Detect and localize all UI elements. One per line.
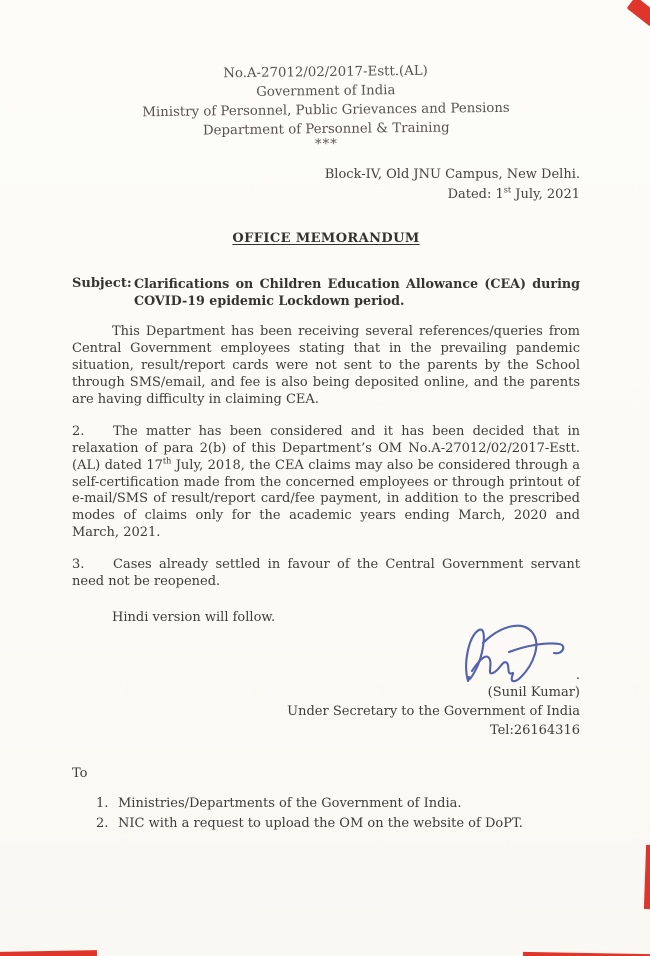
- title-row: [72, 231, 580, 246]
- ministry-line: Ministry of Personnel, Public Grievances and Pensions: [142, 100, 510, 120]
- memo-body: [72, 324, 580, 624]
- paragraph-3-number: 3.: [72, 557, 85, 573]
- scan-artifact-bottom-right: [523, 952, 650, 956]
- hindi-version-note: Hindi version will follow.: [112, 609, 276, 625]
- scan-artifact-right-bottom: [644, 845, 650, 909]
- subject-text: Clarifications on Children Education Allowance (CEA) during COVID-19 epidemic Lockdown period.: [134, 276, 580, 309]
- date-line: Dated: 1st July, 2021: [447, 185, 580, 202]
- place-date-block: [72, 165, 580, 204]
- paragraph-2: 2. The matter has been considered and it has been decided that in relaxation of para 2(b) of this Department’s OM No.A-27012/02/2017-Estt.(AL) dated 17th July, 2018, the CEA claims may also be considered through a self-certification made from the concerned employees or through printout of e-mail/SMS of result/report card/fee payment, in addition to the prescribed modes of claims only for the academic years ending March, 2020 and March, 2021.: [72, 423, 580, 541]
- list-item-number: 2.: [96, 815, 109, 831]
- scan-artifact-bottom-left: [0, 950, 97, 956]
- scan-artifact-top-right: [627, 0, 650, 27]
- distribution-salutation: To: [72, 765, 88, 781]
- paragraph-3: 3. Cases already settled in favour of the Central Government servant need not be reopened.: [72, 557, 580, 589]
- letterhead: [71, 61, 580, 153]
- subject-block: [72, 275, 580, 309]
- date-ordinal-2: th: [162, 456, 172, 466]
- reference-number: No.A-27012/02/2017-Estt.(AL): [223, 63, 428, 82]
- list-item: 1. Ministries/Departments of the Government of India.: [96, 794, 580, 814]
- signature-period: .: [575, 667, 580, 683]
- signatory-phone: Tel:26164316: [489, 723, 580, 739]
- list-item-number: 1.: [96, 795, 109, 811]
- list-item: 2. NIC with a request to upload the OM on the website of DoPT.: [96, 814, 580, 834]
- address-line: Block-IV, Old JNU Campus, New Delhi.: [324, 167, 580, 183]
- letterhead-separator: ***: [314, 136, 339, 152]
- signatory-name: (Sunil Kumar): [487, 684, 580, 700]
- subject-label: Subject:: [72, 276, 132, 292]
- signatory-designation: Under Secretary to the Government of India: [287, 704, 580, 720]
- distribution-list: [96, 794, 580, 834]
- department-line: Department of Personnel & Training: [202, 120, 450, 139]
- paragraph-2-number: 2.: [72, 423, 85, 439]
- date-ordinal: st: [503, 185, 512, 195]
- govt-line: Government of India: [256, 83, 396, 100]
- signoff-block: [72, 683, 580, 741]
- memo-title: OFFICE MEMORANDUM: [232, 231, 420, 247]
- paragraph-1: This Department has been receiving several references/queries from Central Government employees stating that in the prevailing pandemic situation, result/report cards were not sent to the parents by the School through SMS/email, and fee is also being deposited online, and the parents are having difficulty in claiming CEA.: [72, 324, 580, 407]
